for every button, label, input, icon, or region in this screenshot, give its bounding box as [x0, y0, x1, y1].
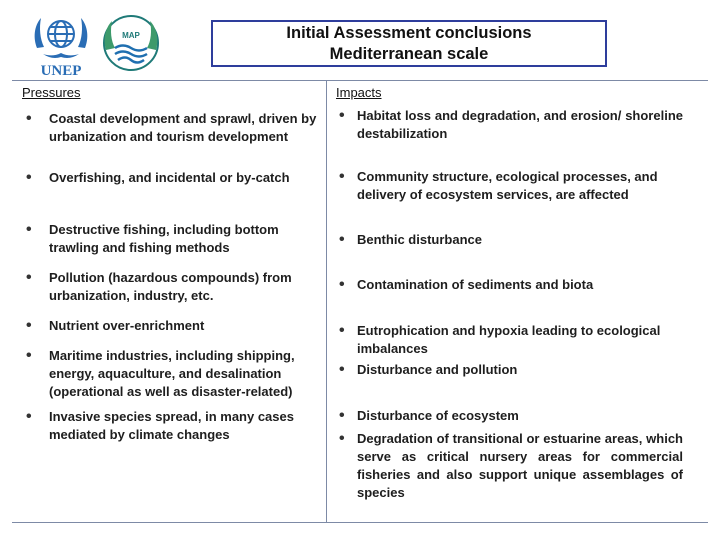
bullet-icon: •: [26, 347, 32, 364]
impact-item: Disturbance of ecosystem: [357, 408, 519, 423]
top-rule: [12, 80, 708, 81]
unep-logo-text: UNEP: [40, 63, 82, 78]
impacts-heading: Impacts: [336, 85, 382, 100]
bullet-icon: •: [26, 221, 32, 238]
bullet-icon: •: [339, 430, 345, 447]
column-divider: [326, 81, 327, 522]
bullet-icon: •: [26, 110, 32, 127]
bullet-icon: •: [339, 276, 345, 293]
pressure-item: Nutrient over-enrichment: [49, 318, 205, 333]
bullet-icon: •: [339, 168, 345, 185]
map-logo-text: MAP: [122, 31, 140, 40]
bullet-icon: •: [339, 361, 345, 378]
pressure-item: Pollution (hazardous compounds) from urbanization, industry, etc.: [49, 270, 292, 303]
pressure-item: Maritime industries, including shipping, energy, aquaculture, and desalination (operational as well as disaster-related): [49, 348, 295, 399]
title-line-1: Initial Assessment conclusions: [286, 23, 532, 42]
unep-logo: [31, 12, 91, 78]
title-line-2: Mediterranean scale: [329, 44, 489, 63]
slide-title: [211, 20, 607, 67]
bullet-icon: •: [26, 269, 32, 286]
impact-item: Degradation of transitional or estuarine areas, which serve as critical nursery areas for commercial fisheries and also support unique assemblages of species: [357, 431, 683, 500]
bullet-icon: •: [26, 317, 32, 334]
pressures-heading: Pressures: [22, 85, 81, 100]
bottom-rule: [12, 522, 708, 523]
bullet-icon: •: [339, 322, 345, 339]
bullet-icon: •: [339, 231, 345, 248]
pressure-item: Overfishing, and incidental or by-catch: [49, 170, 290, 185]
impact-item: Eutrophication and hypoxia leading to ecological imbalances: [357, 323, 661, 356]
bullet-icon: •: [339, 107, 345, 124]
pressure-item: Invasive species spread, in many cases mediated by climate changes: [49, 409, 294, 442]
bullet-icon: •: [26, 169, 32, 186]
impact-item: Benthic disturbance: [357, 232, 482, 247]
impact-item: Contamination of sediments and biota: [357, 277, 594, 292]
pressure-item: Destructive fishing, including bottom trawling and fishing methods: [49, 222, 279, 255]
bullet-icon: •: [339, 407, 345, 424]
map-logo: [100, 12, 162, 74]
pressure-item: Coastal development and sprawl, driven by urbanization and tourism development: [49, 111, 317, 144]
impact-item: Habitat loss and degradation, and erosion/ shoreline destabilization: [357, 108, 683, 141]
impact-item: Disturbance and pollution: [357, 362, 518, 377]
impact-item: Community structure, ecological processes, and delivery of ecosystem services, are affected: [357, 169, 658, 202]
bullet-icon: •: [26, 408, 32, 425]
